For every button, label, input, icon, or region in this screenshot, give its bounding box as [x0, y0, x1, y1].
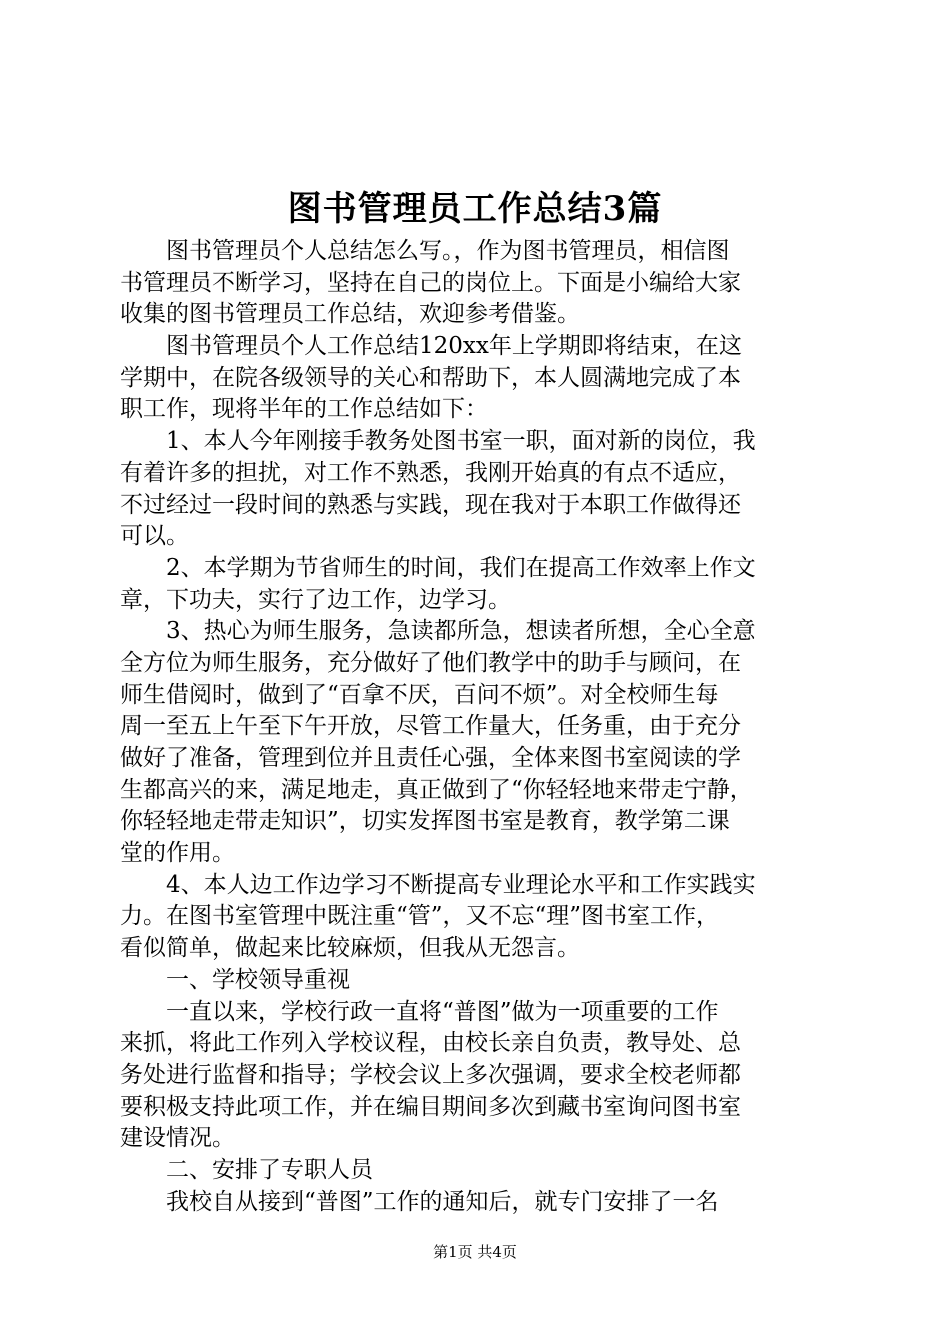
text-line: 做好了准备，管理到位并且责任心强，全体来图书室阅读的学 — [120, 745, 741, 771]
text-line: 职工作，现将半年的工作总结如下： — [120, 396, 488, 423]
text-line: 有着许多的担扰，对工作不熟悉，我刚开始真的有点不适应， — [120, 459, 741, 486]
text-line: 图书管理员个人工作总结120xx年上学期即将结束，在这 — [120, 333, 742, 360]
text-line: 可以。 — [120, 523, 189, 550]
text-line: 周一至五上午至下午开放，尽管工作量大，任务重，由于充分 — [120, 713, 741, 740]
document-title: 图书管理员工作总结3篇 — [287, 189, 663, 229]
text-line: 建设情况。 — [120, 1125, 235, 1152]
text-line: 二、安排了专职人员 — [120, 1156, 373, 1183]
text-line: 一直以来，学校行政一直将“普图”做为一项重要的工作 — [120, 998, 719, 1025]
text-line: 图书管理员个人总结怎么写。，作为图书管理员，相信图 — [120, 238, 730, 264]
text-line: 我校自从接到“普图”工作的通知后，就专门安排了一名 — [120, 1188, 719, 1215]
text-line: 务处进行监督和指导；学校会议上多次强调，要求全校老师都 — [120, 1061, 741, 1088]
text-line: 一、学校领导重视 — [120, 966, 350, 993]
text-line: 2、本学期为节省师生的时间，我们在提高工作效率上作文 — [120, 554, 756, 581]
text-line: 全方位为师生服务，充分做好了他们教学中的助手与顾问，在 — [120, 649, 741, 676]
text-line: 3、热心为师生服务，急读都所急，想读者所想，全心全意 — [120, 618, 756, 645]
document-body — [120, 236, 840, 1218]
text-line: 生都高兴的来，满足地走，真正做到了“你轻轻地来带走宁静， — [120, 776, 753, 803]
text-line: 师生借阅时，做到了“百拿不厌，百问不烦”。对全校师生每 — [120, 681, 719, 708]
text-line: 看似简单，做起来比较麻烦，但我从无怨言。 — [120, 935, 580, 962]
text-line: 书管理员不断学习，坚持在自己的岗位上。下面是小编给大家 — [120, 269, 741, 296]
text-line: 章，下功夫，实行了边工作，边学习。 — [120, 586, 511, 613]
text-line: 要积极支持此项工作，并在编目期间多次到藏书室询问图书室 — [120, 1093, 741, 1120]
page-footer: 第1页 共4页 — [433, 1243, 517, 1261]
text-line: 4、本人边工作边学习不断提高专业理论水平和工作实践实 — [120, 871, 756, 898]
text-line: 不过经过一段时间的熟悉与实践，现在我对于本职工作做得还 — [120, 491, 741, 518]
text-line: 堂的作用。 — [120, 840, 235, 867]
text-line: 你轻轻地走带走知识”，切实发挥图书室是教育，教学第二课 — [120, 808, 730, 835]
text-line: 来抓，将此工作列入学校议程，由校长亲自负责，教导处、总 — [120, 1030, 741, 1057]
text-line: 收集的图书管理员工作总结，欢迎参考借鉴。 — [120, 301, 580, 328]
text-line: 力。在图书室管理中既注重“管”，又不忘“理”图书室工作， — [120, 903, 720, 930]
text-line: 学期中，在院各级领导的关心和帮助下，本人圆满地完成了本 — [120, 364, 741, 391]
text-line: 1、本人今年刚接手教务处图书室一职，面对新的岗位，我 — [120, 428, 756, 455]
